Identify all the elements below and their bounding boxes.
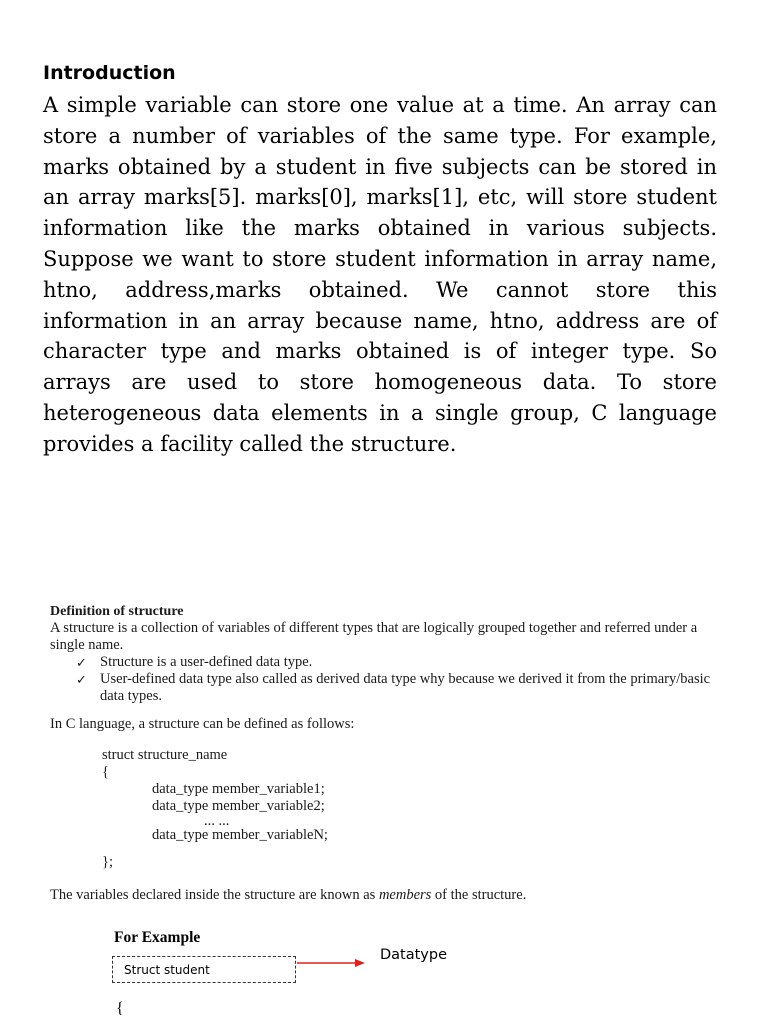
- check-icon: ✓: [76, 672, 87, 687]
- bullet-text: Structure is a user-defined data type.: [100, 654, 313, 670]
- struct-student-box: Struct student: [112, 956, 296, 983]
- datatype-annotation: Datatype: [380, 947, 448, 963]
- members-after: of the structure.: [431, 887, 527, 903]
- definition-intro-line: In C language, a structure can be defined as follows:: [50, 716, 355, 732]
- definition-title: Definition of structure: [50, 604, 184, 619]
- definition-text: A structure is a collection of variables of different types that are logically grouped together and referred under a single name.: [50, 620, 698, 653]
- introduction-heading: Introduction: [43, 62, 176, 84]
- bullet-item: [50, 671, 720, 705]
- members-before: The variables declared inside the structure are known as: [50, 887, 379, 903]
- example-open-brace: {: [116, 1000, 124, 1017]
- bullet-item: [50, 654, 720, 671]
- members-emphasis: members: [378, 887, 432, 903]
- definition-bullets: [50, 654, 720, 705]
- code-line: data_type member_variable2;: [152, 798, 325, 814]
- check-icon: ✓: [76, 655, 87, 670]
- code-block: [102, 747, 720, 871]
- introduction-paragraph: A simple variable can store one value at a time. An array can store a number of variables of the same type. For example, marks obtained by a student in five subjects can be stored in an array marks[5]. marks[0], marks[1], etc, will store student information like the marks obtained in various subjects. Suppose we want to store student information in array name, htno, address,marks obtained. We cannot store this information in an array because name, htno, address are of character type and marks obtained is of integer type. So arrays are used to store homogeneous data. To store heterogeneous data elements in a single group, C language provides a facility called the structure.: [43, 93, 717, 456]
- members-line: [50, 887, 720, 904]
- code-line: data_type member_variableN;: [152, 827, 328, 843]
- code-line: {: [102, 764, 109, 780]
- code-line: struct structure_name: [102, 747, 228, 763]
- code-line: ... ...: [204, 813, 230, 829]
- code-line: };: [102, 854, 113, 870]
- bullet-text: User-defined data type also called as derived data type why because we derived it from the primary/basic data types.: [100, 671, 711, 704]
- definition-block: [50, 604, 720, 904]
- red-arrow-icon: [297, 956, 367, 970]
- example-title: For Example: [114, 929, 201, 946]
- code-line: data_type member_variable1;: [152, 781, 325, 797]
